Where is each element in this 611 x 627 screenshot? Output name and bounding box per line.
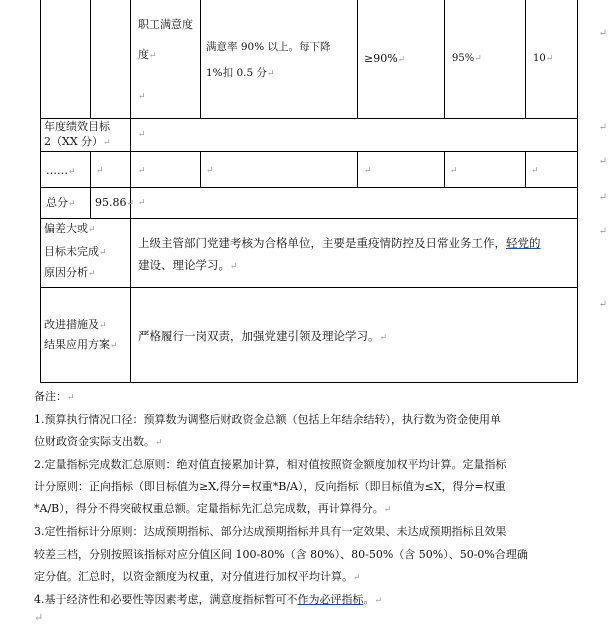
- paragraph-mark: ↵: [364, 166, 372, 176]
- indicator-name: 职工满意度: [138, 18, 193, 31]
- table-border-right: [577, 0, 578, 382]
- note-2-cont: 计分原则：正向指标（即目标值为≥X,得分=权重*B/A），反向指标（即目标值为≤X，得分=权重: [34, 480, 506, 493]
- deviation-label-cont: 原因分析↵: [44, 266, 96, 279]
- col-divider: [357, 0, 358, 118]
- row-end-mark: ↵: [598, 122, 607, 133]
- col-divider: [444, 0, 445, 118]
- note-3-cont: 较差三档，分别按照该指标对应分值区间 100-80%（含 80%）、80-50%（含 50%）、50-0%合理确: [34, 548, 528, 561]
- col-divider: [90, 187, 91, 218]
- goal-label: 年度绩效目标: [44, 120, 110, 133]
- paragraph-mark: ↵: [531, 166, 539, 176]
- ellipsis-cell: ……↵: [46, 164, 76, 177]
- note-3: 3.定性指标计分原则：达成预期指标、部分达成预期指标并具有一定效果、未达成预期指标且效果: [34, 525, 507, 538]
- row-end-mark: ↵: [598, 192, 607, 203]
- table-border-bottom: [40, 382, 578, 383]
- col-divider: [525, 0, 526, 118]
- row-end-mark: ↵: [598, 226, 607, 237]
- paragraph-mark: ↵: [138, 130, 146, 140]
- indicator-standard: 满意率 90% 以上。每下降: [206, 41, 331, 53]
- deviation-reason-cont: 建设、理论学习。↵: [138, 258, 238, 272]
- row-end-mark: ↵: [598, 28, 607, 39]
- improvement-label: 改进措施及↵: [44, 318, 107, 331]
- deviation-label: 偏差大或↵: [44, 222, 96, 235]
- note-1: 1.预算执行情况口径：预算数为调整后财政资金总额（包括上年结余结转），执行数为资金使用单: [34, 413, 501, 426]
- deviation-label-cont: 目标未完成↵: [44, 245, 107, 258]
- row-divider: [40, 118, 578, 119]
- paragraph-mark: ↵: [34, 611, 44, 624]
- indicator-standard-cont: 1%扣 0.5 分↵: [206, 67, 275, 79]
- row-end-mark: ↵: [598, 156, 607, 167]
- col-divider: [90, 151, 91, 187]
- target-value: ≥90%↵: [364, 52, 406, 65]
- notes-title: 备注：↵: [34, 390, 75, 403]
- row-divider: [40, 151, 578, 152]
- col-divider: [525, 151, 526, 187]
- col-divider: [200, 0, 201, 118]
- total-score: 95.86↵: [95, 196, 135, 209]
- paragraph-mark: ↵: [138, 92, 146, 102]
- paragraph-mark: ↵: [206, 166, 214, 176]
- paragraph-mark: ↵: [138, 198, 146, 208]
- paragraph-mark: ↵: [96, 166, 104, 176]
- weight-value: 10↵: [533, 53, 554, 64]
- improvement-label-cont: 结果应用方案↵: [44, 338, 118, 351]
- col-divider: [357, 151, 358, 187]
- row-end-mark: ↵: [598, 299, 607, 310]
- indicator-name-cont: 度↵: [138, 48, 157, 61]
- table-border-left: [40, 0, 41, 382]
- total-label: 总分↵: [46, 196, 76, 209]
- note-4: 4.基于经济性和必要性等因素考虑，满意度指标暂可不作为必评指标。↵: [34, 593, 383, 606]
- improvement-plan: 严格履行一岗双责，加强党建引领及理论学习。↵: [138, 329, 388, 343]
- note-2-cont: *A/B），得分不得突破权重总额。定量指标先汇总完成数，再计算得分。↵: [34, 502, 392, 515]
- col-divider: [200, 151, 201, 187]
- actual-value: 95%↵: [452, 53, 482, 64]
- paragraph-mark: ↵: [450, 166, 458, 176]
- row-divider: [40, 218, 578, 219]
- col-divider: [130, 0, 131, 382]
- goal-label-cont: 2（XX 分）↵: [44, 135, 111, 148]
- col-divider: [90, 0, 91, 118]
- note-3-cont: 定分值。汇总时，以资金额度为权重，对分值进行加权平均计算。↵: [34, 570, 361, 583]
- deviation-reason: 上级主管部门党建考核为合格单位，主要是重疫情防控及日常业务工作，轻党的: [138, 236, 541, 250]
- paragraph-mark: ↵: [138, 166, 146, 176]
- note-1-cont: 位财政资金实际支出数。↵: [34, 435, 163, 448]
- note-2: 2.定量指标完成数汇总原则：绝对值直接累加计算，相对值按照资金额度加权平均计算。定量指标: [34, 458, 507, 471]
- col-divider: [444, 151, 445, 187]
- row-divider: [40, 187, 578, 188]
- row-divider: [40, 287, 578, 288]
